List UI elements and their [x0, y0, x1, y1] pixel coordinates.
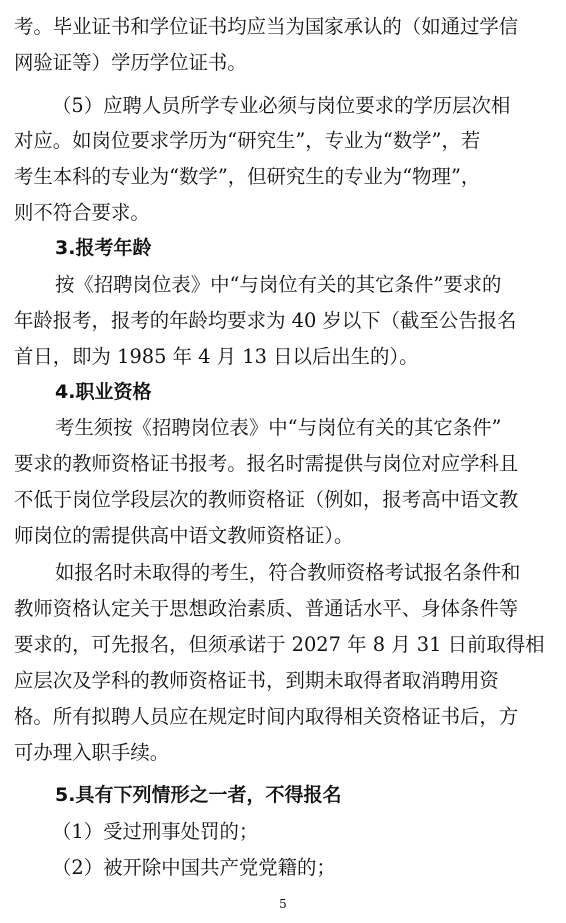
text-line: 不低于岗位学段层次的教师资格证（例如，报考高中语文教	[14, 488, 519, 511]
text-line: 首日，即为 1985 年 4 月 13 日以后出生的）。	[14, 345, 419, 368]
text-line: 格。所有拟聘人员应在规定时间内取得相关资格证书后，方	[14, 705, 519, 728]
section-heading-age: 3.报考年龄	[55, 237, 152, 259]
text-line: 可办理入职手续。	[14, 741, 170, 764]
text-line: 网验证等）学历学位证书。	[14, 51, 247, 74]
text-line: 教师资格认定关于思想政治素质、普通话水平、身体条件等	[14, 597, 519, 620]
list-item: （1）受过刑事处罚的；	[52, 820, 259, 843]
text-line: 年龄报考，报考的年龄均要求为 40 岁以下（截至公告报名	[14, 309, 517, 332]
section-heading-qualification: 4.职业资格	[55, 381, 152, 403]
paragraph-start-line: 如报名时未取得的考生，符合教师资格考试报名条件和	[55, 561, 521, 584]
text-line: 要求的教师资格证书报考。报名时需提供与岗位对应学科且	[14, 452, 519, 475]
text-line: 应层次及学科的教师资格证书，到期未取得者取消聘用资	[14, 669, 499, 692]
page-number: 5	[279, 897, 287, 911]
section-heading-disqualifications: 5.具有下列情形之一者，不得报名	[55, 784, 342, 806]
list-item: （2）被开除中国共产党党籍的；	[52, 856, 336, 879]
text-line: 考生本科的专业为“数学”，但研究生的专业为“物理”，	[14, 165, 481, 188]
paragraph-start-line: （5）应聘人员所学专业必须与岗位要求的学历层次相	[52, 94, 511, 117]
text-line: 要求的，可先报名，但须承诺于 2027 年 8 月 31 日前取得相	[14, 633, 545, 656]
text-line: 师岗位的需提供高中语文教师资格证）。	[14, 524, 354, 547]
paragraph-start-line: 考生须按《招聘岗位表》中“与岗位有关的其它条件”	[55, 416, 502, 439]
text-line: 对应。如岗位要求学历为“研究生”，专业为“数学”，若	[14, 129, 481, 152]
text-line: 则不符合要求。	[14, 201, 150, 224]
text-line: 考。毕业证书和学位证书均应当为国家承认的（如通过学信	[14, 15, 519, 38]
paragraph-start-line: 按《招聘岗位表》中“与岗位有关的其它条件”要求的	[55, 273, 502, 296]
